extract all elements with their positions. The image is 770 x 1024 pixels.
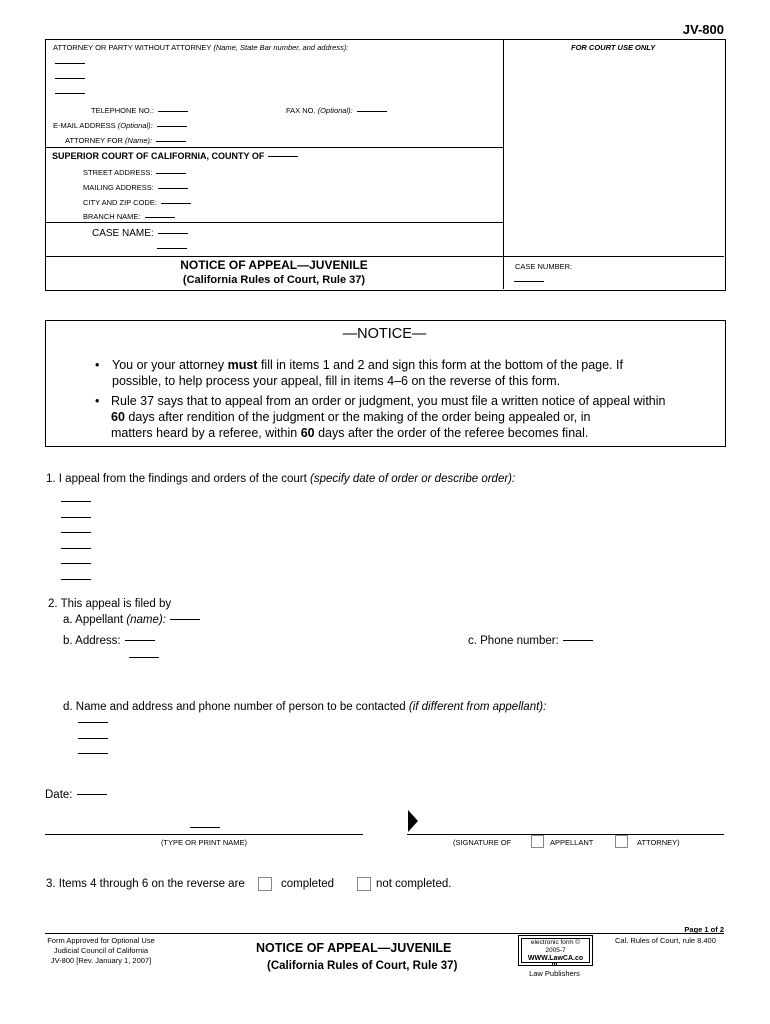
court-title-text: SUPERIOR COURT OF CALIFORNIA, COUNTY OF [52,151,265,161]
caption-rule [45,256,724,257]
stamp-line-2: 2005-7 [545,947,566,954]
case-number-field[interactable] [514,281,544,282]
publisher-name: Law Publishers [529,969,580,978]
stamp-line-4: m [551,961,558,968]
item-1-hint: (specify date of order or describe order): [310,473,516,485]
court-use-label: FOR COURT USE ONLY [571,43,656,52]
item-2c-label: c. Phone number: [468,635,559,647]
print-name-rule [45,834,363,835]
contact-line[interactable] [78,738,108,739]
case-name-label-text: CASE NAME: [92,228,154,239]
notice-title-text: —NOTICE— [342,326,427,342]
email-field[interactable] [157,126,187,127]
appellant-checkbox[interactable] [531,835,544,848]
attorney-checkbox[interactable] [615,835,628,848]
footer-title: NOTICE OF APPEAL—JUVENILE [256,941,452,955]
contact-line[interactable] [78,722,108,723]
attorney-label: ATTORNEY) [637,838,680,847]
mailing-field[interactable] [158,188,188,189]
county-field[interactable] [268,156,298,157]
attorney-label-text: ATTORNEY OR PARTY WITHOUT ATTORNEY [53,43,212,52]
notice-item-1-text: You or your attorney [112,358,228,372]
city-label-text: CITY AND ZIP CODE: [83,198,157,207]
branch-label [83,212,175,221]
item-2a-label: a. Appellant [63,614,124,626]
item-1-text: 1. I appeal from the findings and orders of the court [46,473,307,485]
item-2-text: 2. This appeal is filed by [48,598,172,610]
phone-number-field[interactable] [563,640,593,641]
attorney-for-label [65,136,186,145]
stamp-line-1: electronic form © [530,939,581,946]
telephone-field[interactable] [158,111,188,112]
fax-label [286,106,387,115]
attorney-name-field[interactable] [55,63,85,64]
footer-council: Judicial Council of California [53,946,149,955]
attorney-for-field[interactable] [156,141,186,142]
item-1-line[interactable] [61,579,91,580]
print-name-caption: (TYPE OR PRINT NAME) [160,838,248,847]
mailing-label-text: MAILING ADDRESS: [83,183,154,192]
form-id: JV-800 [682,22,724,37]
street-label-text: STREET ADDRESS: [83,168,153,177]
footer-approved: Form Approved for Optional Use [47,936,155,945]
footer-rule [45,933,724,934]
not-completed-checkbox[interactable] [357,877,371,891]
email-label [53,121,187,130]
notice-item-2-line-1: Rule 37 says that to appeal from an order or judgment, you must file a written notice of appeal within [111,394,666,408]
date-field[interactable] [77,794,107,795]
stamp-line-3: WWW.LawCA.co [527,955,584,962]
print-name-field[interactable] [190,827,220,828]
stamp-text [519,939,592,963]
attorney-for-label-hint: (Name): [125,136,153,145]
telephone-label [91,106,188,115]
attorney-label-hint: (Name, State Bar number, and address): [213,43,349,52]
notice-item-2-line-2: days after rendition of the judgment or the making of the order being appealed or, in [124,410,591,424]
completed-label: completed [281,878,335,890]
mailing-label [83,183,188,192]
item-2b-label: b. Address: [63,635,121,647]
notice-item-1-line-2: possible, to help process your appeal, fill in items 4–6 on the reverse of this form. [112,374,561,388]
branch-label-text: BRANCH NAME: [83,212,141,221]
street-label [83,168,186,177]
telephone-label-text: TELEPHONE NO.: [91,106,154,115]
notice-item-2 [111,393,665,441]
attorney-address-field-2[interactable] [55,93,85,94]
caption-rule [45,222,503,223]
email-label-text: E-MAIL ADDRESS [53,121,116,130]
court-title [52,151,298,161]
signature-of-label: (SIGNATURE OF [453,838,512,847]
item-2a-hint: (name): [126,614,166,626]
appellant-label: APPELLANT [550,838,594,847]
notice-item-1 [112,357,623,389]
date-label-text: Date: [45,789,73,801]
date-label [45,789,107,801]
item-2a [63,614,200,626]
signature-line[interactable] [407,834,724,835]
fax-field[interactable] [357,111,387,112]
completed-checkbox[interactable] [258,877,272,891]
item-1-line[interactable] [61,532,91,533]
notice-item-2-bold-2: 60 [300,426,315,440]
caption-box [45,39,726,291]
fax-label-hint: (Optional): [317,106,353,115]
appellant-name-field[interactable] [170,619,200,620]
notice-title [45,326,724,342]
city-label [83,198,191,207]
not-completed-label: not completed. [376,878,452,890]
footer-revision: JV-800 [Rev. January 1, 2007] [50,956,152,965]
attorney-address-field[interactable] [55,78,85,79]
attorney-for-label-text: ATTORNEY FOR [65,136,123,145]
contact-line[interactable] [78,753,108,754]
item-1-line[interactable] [61,501,91,502]
footer-subtitle: (California Rules of Court, Rule 37) [267,960,458,972]
item-2d [63,701,546,713]
notice-item-2-line-3: matters heard by a referee, within [111,426,301,440]
appellant-address-field[interactable] [125,640,155,641]
caption-rule [45,147,503,148]
notice-item-1-text-2: fill in items 1 and 2 and sign this form at the bottom of the page. If [257,358,623,372]
branch-field[interactable] [145,217,175,218]
item-2d-hint: (if different from appellant): [408,701,547,713]
case-name-field-2[interactable] [157,248,187,249]
case-name-field[interactable] [158,233,188,234]
page-number: Page 1 of 2 [684,925,724,934]
case-number-label: CASE NUMBER: [515,262,573,271]
notice-item-1-bold: must [227,358,258,372]
item-2b [63,635,155,647]
item-1 [46,473,515,485]
city-field[interactable] [161,203,191,204]
email-label-hint: (Optional): [117,121,153,130]
item-2d-label: d. Name and address and phone number of person to be contacted [63,701,406,713]
notice-item-2-bold-1: 60 [111,410,125,424]
notice-bullet: • [95,358,100,372]
caption-divider [503,39,504,289]
item-3-text: 3. Items 4 through 6 on the reverse are [46,878,245,890]
footer-approval [45,936,157,966]
appellant-address-field-2[interactable] [129,657,159,658]
case-name-label [92,228,188,239]
item-1-line[interactable] [61,548,91,549]
sign-here-arrow-icon [407,810,419,832]
caption-form-title: NOTICE OF APPEAL—JUVENILE [180,258,368,272]
attorney-label [53,43,348,52]
caption-form-subtitle: (California Rules of Court, Rule 37) [182,274,366,286]
fax-label-text: FAX NO. [286,106,316,115]
notice-bullet: • [95,394,100,408]
footer-rule-reference: Cal. Rules of Court, rule 8.400 [615,936,716,945]
notice-item-2-line-3-end: days after the order of the referee becomes final. [314,426,589,440]
item-2c [468,635,593,647]
item-1-line[interactable] [61,563,91,564]
item-1-line[interactable] [61,517,91,518]
street-field[interactable] [156,173,186,174]
